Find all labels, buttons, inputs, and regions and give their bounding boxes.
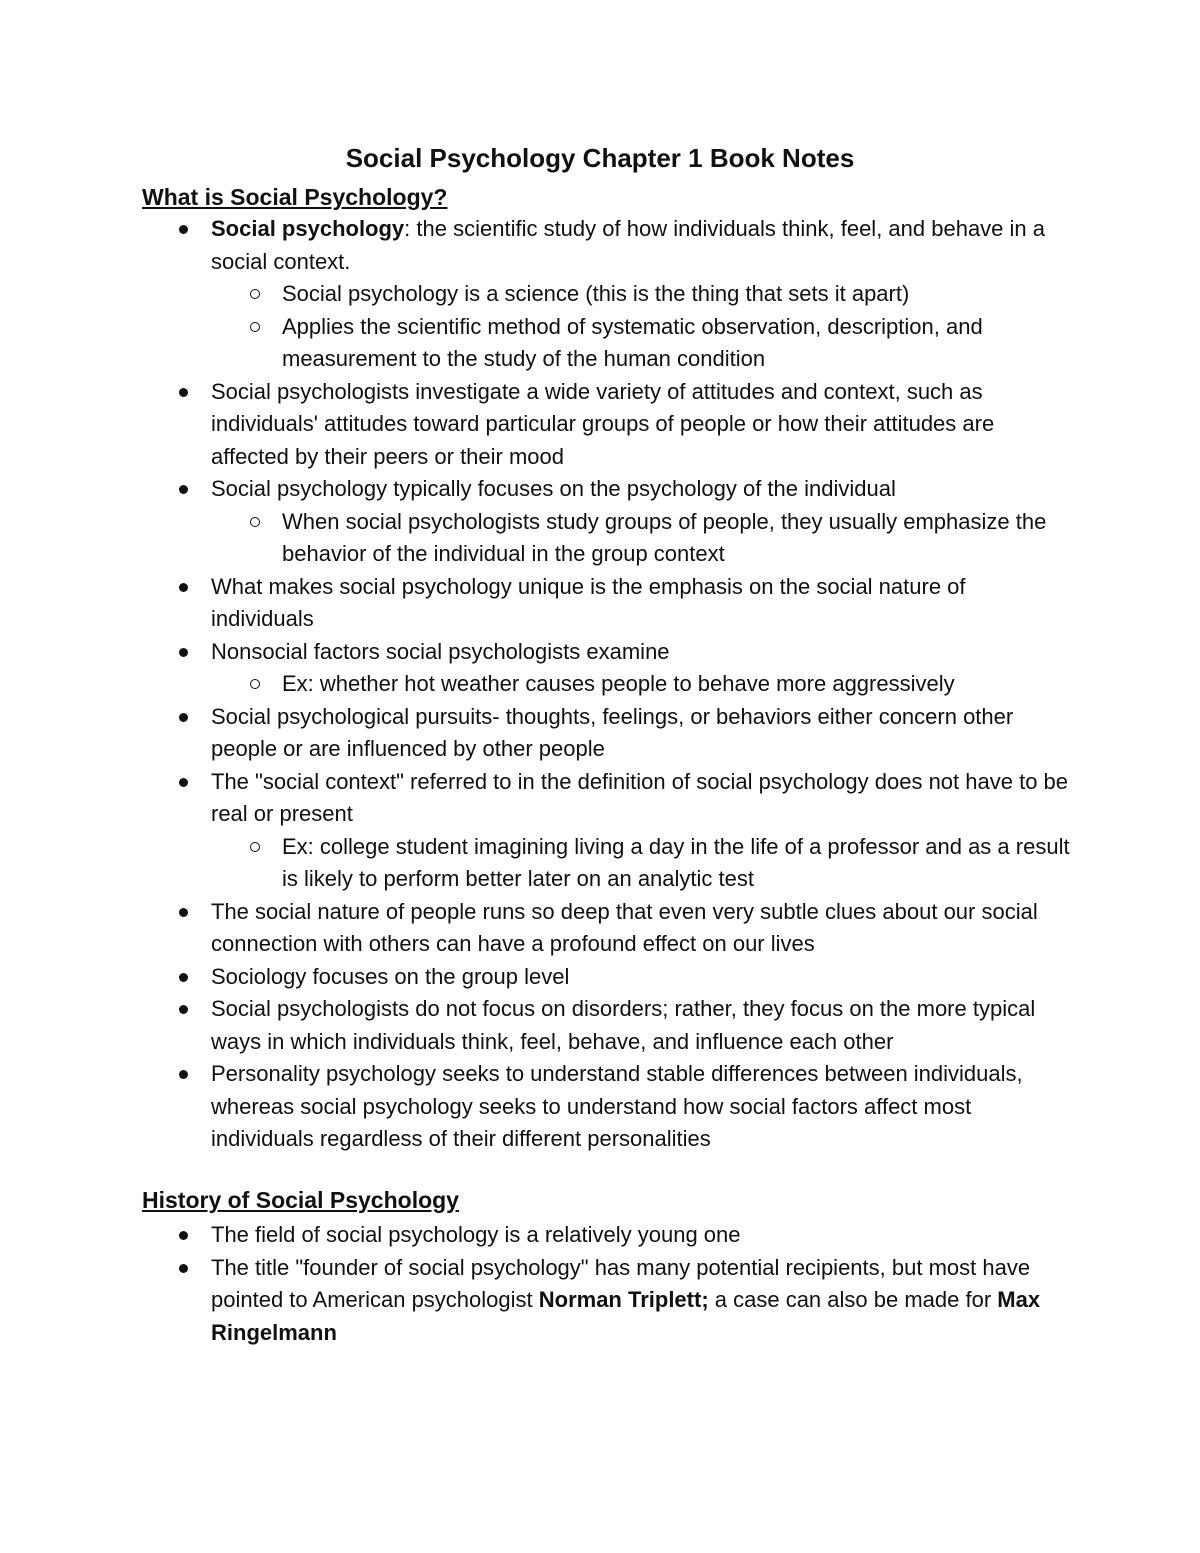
- section2-list: [0, 1219, 1200, 1349]
- list-item: [0, 213, 1071, 278]
- founder-text-mid: a case can also be made for: [708, 1287, 998, 1312]
- sub-list-item: Applies the scientific method of systematic observation, description, and measurement to the study of the human condition: [0, 311, 1072, 376]
- list-item: Social psychologists investigate a wide variety of attitudes and context, such as individuals' attitudes toward particular groups of people or how their attitudes are affected by their peers or their mood: [0, 376, 1071, 474]
- list-item: Social psychological pursuits- thoughts, feelings, or behaviors either concern other people or are influenced by other people: [0, 701, 1071, 766]
- sub-list-item: Ex: whether hot weather causes people to behave more aggressively: [0, 668, 1072, 701]
- sub-list-item: When social psychologists study groups of people, they usually emphasize the behavior of the individual in the group context: [0, 506, 1072, 571]
- list-item: [0, 1252, 1071, 1350]
- definition-text: : the scientific study of how individuals think, feel, and behave in a social context.: [211, 216, 1045, 274]
- list-item: Personality psychology seeks to understand stable differences between individuals, whereas social psychology seeks to understand how social factors affect most individuals regardless of their different personalities: [0, 1058, 1071, 1156]
- page-title: Social Psychology Chapter 1 Book Notes: [345, 143, 855, 173]
- section-heading-history: History of Social Psychology: [142, 1187, 459, 1213]
- list-item: Social psychologists do not focus on disorders; rather, they focus on the more typical ways in which individuals think, feel, behave, and influence each other: [0, 993, 1071, 1058]
- sub-list-item: Social psychology is a science (this is the thing that sets it apart): [0, 278, 1072, 311]
- list-item: The social nature of people runs so deep that even very subtle clues about our social connection with others can have a profound effect on our lives: [0, 896, 1071, 961]
- founder-text-pre: The title "founder of social psychology" has many potential recipients, but most have pointed to American psychologist: [211, 1254, 1031, 1312]
- section1-list: [0, 213, 1200, 1156]
- list-item: The "social context" referred to in the definition of social psychology does not have to be real or present: [0, 766, 1071, 831]
- name-norman-triplett: Norman Triplett;: [538, 1287, 709, 1312]
- list-item: Social psychology typically focuses on the psychology of the individual: [0, 473, 1071, 506]
- section-heading-what-is: What is Social Psychology?: [142, 184, 448, 210]
- sub-list-item: Ex: college student imagining living a day in the life of a professor and as a result is likely to perform better later on an analytic test: [0, 831, 1072, 896]
- list-item: What makes social psychology unique is the emphasis on the social nature of individuals: [0, 571, 1071, 636]
- definition-term: Social psychology: [211, 216, 405, 241]
- name-max-ringelmann: Max Ringelmann: [211, 1287, 1041, 1345]
- list-item: The field of social psychology is a relatively young one: [0, 1219, 1071, 1252]
- list-item: Nonsocial factors social psychologists examine: [0, 636, 1071, 669]
- list-item: Sociology focuses on the group level: [0, 961, 1071, 994]
